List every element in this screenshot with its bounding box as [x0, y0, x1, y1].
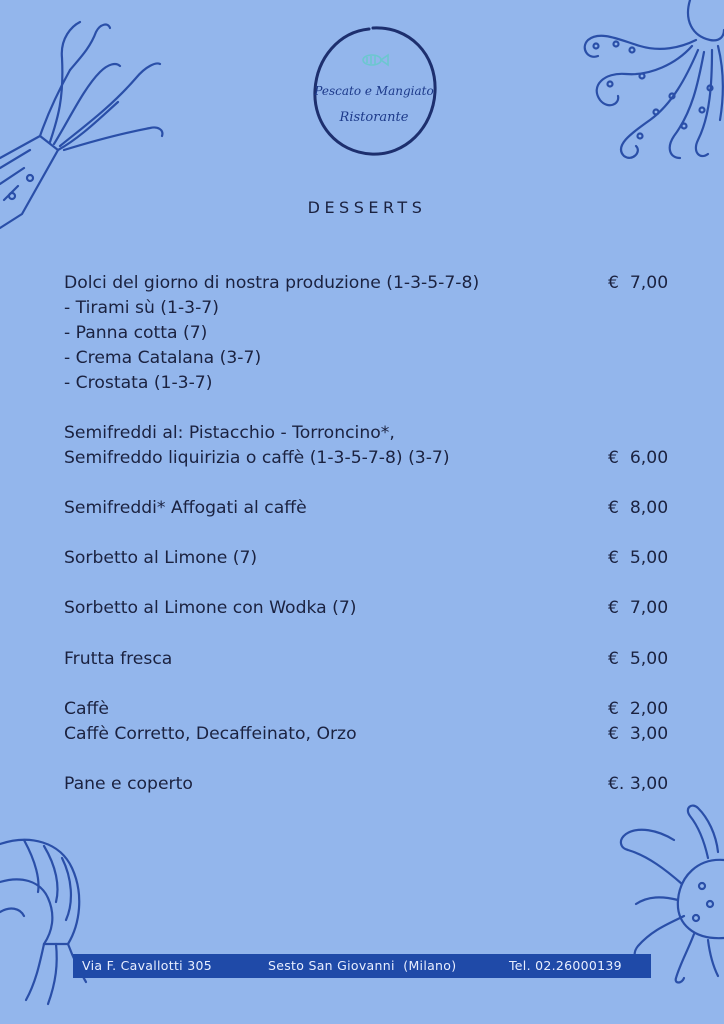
item-price: € 7,00 — [608, 273, 669, 293]
menu-item — [64, 371, 676, 396]
menu-item — [64, 596, 676, 621]
section-heading: DESSERTS — [307, 198, 427, 217]
item-price: € 5,00 — [608, 649, 669, 669]
menu-item — [64, 647, 676, 672]
menu-item — [64, 296, 676, 321]
item-name: Semifreddo liquirizia o caffè (1-3-5-7-8) (3-7) — [64, 448, 450, 468]
item-name: - Crostata (1-3-7) — [64, 373, 213, 393]
menu-item — [64, 321, 676, 346]
item-price: €. 3,00 — [608, 774, 669, 794]
menu-item — [64, 496, 676, 521]
octopus-illustration — [580, 0, 724, 160]
item-price: € 3,00 — [608, 724, 669, 744]
item-name: Sorbetto al Limone con Wodka (7) — [64, 598, 357, 618]
menu-item — [64, 772, 676, 797]
item-name: Caffè Corretto, Decaffeinato, Orzo — [64, 724, 357, 744]
item-price: € 2,00 — [608, 699, 669, 719]
item-price: € 8,00 — [608, 498, 669, 518]
logo-subtitle: Ristorante — [339, 110, 409, 125]
fish-icon — [363, 55, 388, 65]
dessert-menu — [64, 271, 676, 794]
item-price: € 7,00 — [608, 598, 669, 618]
item-name: Semifreddi* Affogati al caffè — [64, 498, 307, 518]
item-price: € 5,00 — [608, 548, 669, 568]
menu-item — [64, 421, 676, 446]
item-name: Semifreddi al: Pistacchio - Torroncino*, — [64, 423, 395, 443]
logo-name: Pescato e Mangiato — [314, 84, 434, 98]
menu-item — [64, 546, 676, 571]
item-price: € 6,00 — [608, 448, 669, 468]
item-name: Dolci del giorno di nostra produzione (1-3-5-7-8) — [64, 273, 480, 293]
footer-city: Sesto San Giovanni (Milano) — [268, 958, 457, 973]
item-name: - Panna cotta (7) — [64, 323, 208, 343]
item-name: Caffè — [64, 699, 109, 719]
shrimp-illustration — [0, 832, 92, 1008]
menu-item — [64, 697, 676, 722]
menu-item — [64, 346, 676, 371]
menu-item — [64, 446, 676, 471]
footer-phone: Tel. 02.26000139 — [509, 958, 622, 973]
restaurant-logo — [309, 24, 439, 158]
item-name: - Crema Catalana (3-7) — [64, 348, 262, 368]
footer-bar — [73, 954, 651, 978]
item-name: Pane e coperto — [64, 774, 193, 794]
footer-address: Via F. Cavallotti 305 — [82, 958, 212, 973]
item-name: - Tirami sù (1-3-7) — [64, 298, 219, 318]
item-name: Frutta fresca — [64, 649, 173, 669]
item-name: Sorbetto al Limone (7) — [64, 548, 258, 568]
menu-item — [64, 722, 676, 747]
menu-item — [64, 271, 676, 296]
